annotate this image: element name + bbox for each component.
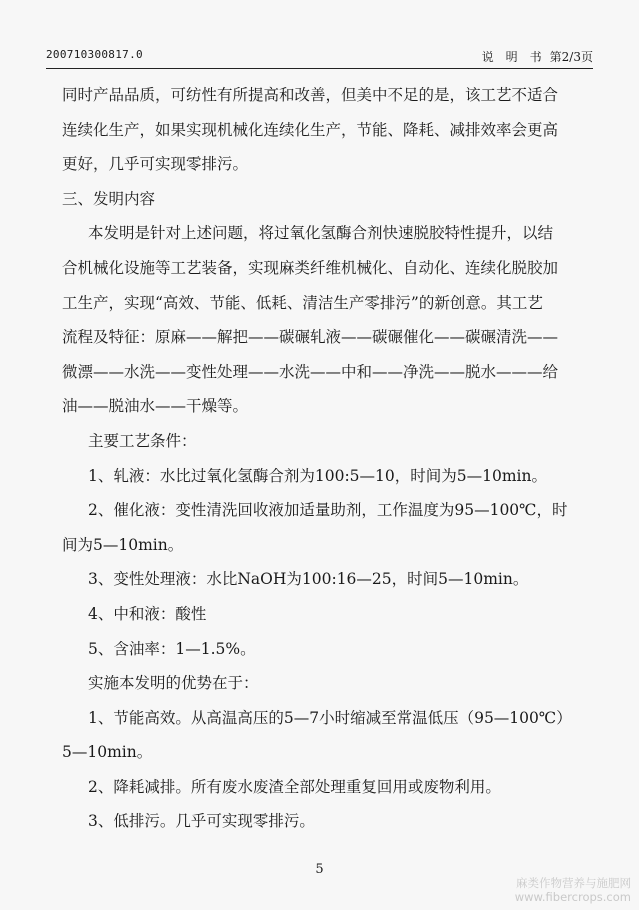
watermark-title: 麻类作物营养与施肥网	[516, 876, 631, 890]
page-number: 5	[315, 862, 324, 877]
list-item: 3、低排污。几乎可实现零排污。	[88, 812, 315, 831]
section-heading: 三、发明内容	[62, 189, 156, 208]
header-divider	[46, 68, 593, 69]
paragraph-line: 合机械化设施等工艺装备，实现麻类纤维机械化、自动化、连续化脱胶加	[62, 258, 559, 277]
paragraph-line: 微漂——水洗——变性处理——水洗——中和——净洗——脱水———给	[62, 362, 559, 381]
list-item: 2、催化液：变性清洗回收液加适量助剂，工作温度为95—100℃，时	[88, 501, 568, 520]
paragraph-line: 油——脱油水——干燥等。	[62, 397, 249, 416]
document-type: 说 明 书	[481, 50, 542, 64]
header-right	[474, 48, 593, 65]
list-item: 1、节能高效。从高温高压的5—7小时缩减至常温低压（95—100℃）	[88, 708, 572, 727]
list-item: 4、中和液：酸性	[88, 604, 207, 623]
list-item-continuation: 5—10min。	[62, 743, 153, 762]
list-item-continuation: 间为5—10min。	[62, 535, 184, 554]
paragraph-line: 更好，几乎可实现零排污。	[62, 155, 249, 174]
paragraph-line: 本发明是针对上述问题，将过氧化氢酶合剂快速脱胶特性提升，以结	[88, 224, 554, 243]
subheading: 实施本发明的优势在于：	[88, 674, 259, 693]
paragraph-line: 流程及特征：原麻——解把——碳碾轧液——碳碾催化——碳碾清洗——	[62, 328, 559, 347]
list-item: 3、变性处理液：水比NaOH为100:16—25，时间5—10min。	[88, 570, 529, 589]
document-body	[62, 78, 582, 839]
watermark	[411, 876, 631, 904]
list-item: 2、降耗减排。所有废水废渣全部处理重复回用或废物利用。	[88, 777, 501, 796]
watermark-url: www.fibercrops.com	[514, 890, 631, 904]
list-item: 1、轧液：水比过氧化氢酶合剂为100:5—10，时间为5—10min。	[88, 466, 547, 485]
page-header	[40, 46, 599, 66]
paragraph-line: 连续化生产，如果实现机械化连续化生产，节能、降耗、减排效率会更高	[62, 120, 559, 139]
paragraph-line: 工生产，实现“高效、节能、低耗、清洁生产零排污”的新创意。其工艺	[62, 293, 543, 312]
document-number: 200710300817.0	[46, 48, 143, 61]
paragraph-line: 同时产品品质，可纺性有所提高和改善，但美中不足的是，该工艺不适合	[62, 86, 559, 104]
subheading: 主要工艺条件：	[88, 431, 197, 450]
list-item: 5、含油率：1—1.5%。	[88, 639, 256, 658]
page-info: 第2/3页	[549, 50, 593, 64]
